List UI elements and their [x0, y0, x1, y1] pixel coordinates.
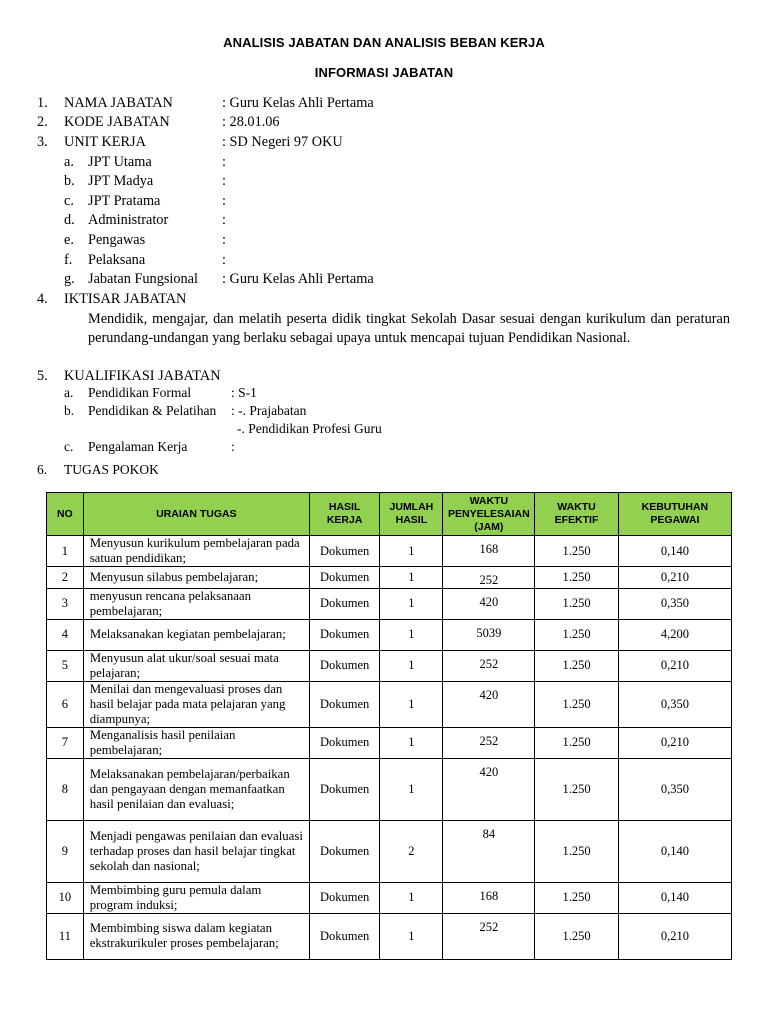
pendidikan-formal-value: : S-1: [231, 385, 257, 400]
pengawas-value: :: [222, 232, 226, 248]
hasil-kerja: Dokumen: [309, 882, 379, 913]
row-number: 9: [47, 820, 84, 882]
tugas-pokok-label: TUGAS POKOK: [64, 462, 159, 477]
hasil-kerja: Dokumen: [309, 727, 379, 758]
waktu-penyelesaian: 420: [443, 588, 535, 619]
header-kebutuhan-pegawai: KEBUTUHAN PEGAWAI: [618, 493, 731, 536]
jpt-utama-value: :: [222, 154, 226, 170]
pendidikan-pelatihan-label: Pendidikan & Pelatihan: [88, 403, 217, 418]
waktu-efektif: 1.250: [535, 588, 619, 619]
task-description: Melaksanakan pembelajaran/perbaikan dan pengayaan dengan memanfaatkan hasil penilaian dan evaluasi;: [83, 758, 309, 820]
task-description: Menyusun alat ukur/soal sesuai mata pelajaran;: [83, 650, 309, 681]
hasil-kerja: Dokumen: [309, 567, 379, 589]
header-uraian-tugas: URAIAN TUGAS: [83, 493, 309, 536]
kebutuhan-pegawai: 0,210: [618, 727, 731, 758]
waktu-penyelesaian: 420: [443, 681, 535, 727]
jpt-madya-value: :: [222, 173, 226, 189]
header-waktu-penyelesaian: WAKTU PENYELESAIAN (JAM): [443, 493, 535, 536]
kode-jabatan-value: : 28.01.06: [222, 114, 280, 130]
waktu-efektif: 1.250: [535, 650, 619, 681]
nama-jabatan-label: NAMA JABATAN: [64, 95, 173, 111]
document-title: ANALISIS JABATAN DAN ANALISIS BEBAN KERJA: [223, 35, 545, 50]
unit-kerja-label: UNIT KERJA: [64, 134, 146, 150]
table-row: [47, 588, 732, 619]
kebutuhan-pegawai: 0,210: [618, 567, 731, 589]
table-row: [47, 619, 732, 650]
tugas-pokok-table: [46, 492, 732, 960]
kualifikasi-jabatan-label: KUALIFIKASI JABATAN: [64, 368, 221, 384]
table-row: [47, 681, 732, 727]
table-row: [47, 650, 732, 681]
jumlah-hasil: 1: [380, 536, 443, 567]
waktu-penyelesaian: 252: [443, 567, 535, 589]
prajabatan-value: : -. Prajabatan: [231, 403, 307, 418]
pengalaman-kerja-label: Pengalaman Kerja: [88, 439, 188, 454]
task-description: Menganalisis hasil penilaian pembelajaran;: [83, 727, 309, 758]
waktu-efektif: 1.250: [535, 619, 619, 650]
jumlah-hasil: 1: [380, 567, 443, 589]
waktu-penyelesaian: 168: [443, 882, 535, 913]
sub-letter: a.: [64, 385, 74, 400]
administrator-label: Administrator: [88, 212, 169, 228]
jumlah-hasil: 2: [380, 820, 443, 882]
jabatan-fungsional-value: : Guru Kelas Ahli Pertama: [222, 271, 374, 287]
kebutuhan-pegawai: 0,350: [618, 758, 731, 820]
table-row: [47, 727, 732, 758]
sub-letter: b.: [64, 403, 75, 418]
task-description: Menilai dan mengevaluasi proses dan hasil belajar pada mata pelajaran yang diampunya;: [83, 681, 309, 727]
nama-jabatan-value: : Guru Kelas Ahli Pertama: [222, 95, 374, 111]
kebutuhan-pegawai: 4,200: [618, 619, 731, 650]
header-waktu-efektif: WAKTU EFEKTIF: [535, 493, 619, 536]
waktu-efektif: 1.250: [535, 882, 619, 913]
item-number: 3.: [37, 134, 48, 150]
unit-kerja-value: : SD Negeri 97 OKU: [222, 134, 343, 150]
sub-letter: b.: [64, 173, 75, 189]
kebutuhan-pegawai: 0,140: [618, 882, 731, 913]
task-description: Membimbing siswa dalam kegiatan ekstrakurikuler proses pembelajaran;: [83, 913, 309, 959]
jumlah-hasil: 1: [380, 588, 443, 619]
row-number: 8: [47, 758, 84, 820]
header-hasil-kerja: HASIL KERJA: [309, 493, 379, 536]
hasil-kerja: Dokumen: [309, 650, 379, 681]
row-number: 6: [47, 681, 84, 727]
waktu-efektif: 1.250: [535, 681, 619, 727]
task-description: Menyusun kurikulum pembelajaran pada satuan pendidikan;: [83, 536, 309, 567]
row-number: 1: [47, 536, 84, 567]
waktu-efektif: 1.250: [535, 820, 619, 882]
jumlah-hasil: 1: [380, 619, 443, 650]
hasil-kerja: Dokumen: [309, 820, 379, 882]
hasil-kerja: Dokumen: [309, 913, 379, 959]
row-number: 11: [47, 913, 84, 959]
kebutuhan-pegawai: 0,350: [618, 588, 731, 619]
jumlah-hasil: 1: [380, 727, 443, 758]
sub-letter: c.: [64, 439, 74, 454]
item-number: 5.: [37, 368, 48, 384]
table-header-row: [47, 493, 732, 536]
hasil-kerja: Dokumen: [309, 536, 379, 567]
task-description: menyusun rencana pelaksanaan pembelajaran;: [83, 588, 309, 619]
table-row: [47, 567, 732, 589]
waktu-penyelesaian: 420: [443, 758, 535, 820]
table-row: [47, 536, 732, 567]
sub-letter: g.: [64, 271, 75, 287]
task-description: Menjadi pengawas penilaian dan evaluasi terhadap proses dan hasil belajar tingkat sekolah dan nasional;: [83, 820, 309, 882]
pengawas-label: Pengawas: [88, 232, 146, 248]
kebutuhan-pegawai: 0,210: [618, 650, 731, 681]
row-number: 5: [47, 650, 84, 681]
task-description: Menyusun silabus pembelajaran;: [83, 567, 309, 589]
sub-letter: e.: [64, 232, 74, 248]
header-no: NO: [47, 493, 84, 536]
hasil-kerja: Dokumen: [309, 588, 379, 619]
table-row: [47, 913, 732, 959]
sub-letter: f.: [64, 252, 73, 268]
waktu-efektif: 1.250: [535, 567, 619, 589]
table-row: [47, 758, 732, 820]
pelaksana-label: Pelaksana: [88, 252, 146, 268]
waktu-efektif: 1.250: [535, 536, 619, 567]
kebutuhan-pegawai: 0,140: [618, 536, 731, 567]
jumlah-hasil: 1: [380, 681, 443, 727]
jpt-utama-label: JPT Utama: [88, 154, 152, 170]
waktu-penyelesaian: 252: [443, 650, 535, 681]
waktu-penyelesaian: 5039: [443, 619, 535, 650]
task-description: Melaksanakan kegiatan pembelajaran;: [83, 619, 309, 650]
sub-letter: c.: [64, 193, 74, 209]
row-number: 10: [47, 882, 84, 913]
iktisar-jabatan-label: IKTISAR JABATAN: [64, 291, 187, 307]
hasil-kerja: Dokumen: [309, 619, 379, 650]
pendidikan-profesi-guru-value: -. Pendidikan Profesi Guru: [237, 421, 382, 436]
waktu-efektif: 1.250: [535, 913, 619, 959]
item-number: 1.: [37, 95, 48, 111]
item-number: 2.: [37, 114, 48, 130]
item-number: 4.: [37, 291, 48, 307]
pengalaman-kerja-value: :: [231, 439, 235, 454]
jpt-madya-label: JPT Madya: [88, 173, 154, 189]
section-title: INFORMASI JABATAN: [314, 65, 454, 80]
row-number: 4: [47, 619, 84, 650]
table-row: [47, 882, 732, 913]
waktu-penyelesaian: 252: [443, 913, 535, 959]
row-number: 3: [47, 588, 84, 619]
kode-jabatan-label: KODE JABATAN: [64, 114, 170, 130]
jpt-pratama-value: :: [222, 193, 226, 209]
pendidikan-formal-label: Pendidikan Formal: [88, 385, 192, 400]
jpt-pratama-label: JPT Pratama: [88, 193, 161, 209]
kebutuhan-pegawai: 0,350: [618, 681, 731, 727]
kebutuhan-pegawai: 0,140: [618, 820, 731, 882]
waktu-penyelesaian: 168: [443, 536, 535, 567]
sub-letter: d.: [64, 212, 75, 228]
jumlah-hasil: 1: [380, 882, 443, 913]
item-number: 6.: [37, 462, 48, 477]
iktisar-jabatan-text: Mendidik, mengajar, dan melatih peserta didik tingkat Sekolah Dasar sesuai dengan kurikulum dan peraturan perundang-undangan yang berlaku sebagai upaya untuk mencapai tujuan Pendidikan Nasional.: [88, 311, 730, 346]
task-description: Membimbing guru pemula dalam program induksi;: [83, 882, 309, 913]
pelaksana-value: :: [222, 252, 226, 268]
administrator-value: :: [222, 212, 226, 228]
jumlah-hasil: 1: [380, 650, 443, 681]
jumlah-hasil: 1: [380, 913, 443, 959]
waktu-efektif: 1.250: [535, 758, 619, 820]
row-number: 2: [47, 567, 84, 589]
jumlah-hasil: 1: [380, 758, 443, 820]
jabatan-fungsional-label: Jabatan Fungsional: [88, 271, 198, 287]
kebutuhan-pegawai: 0,210: [618, 913, 731, 959]
hasil-kerja: Dokumen: [309, 758, 379, 820]
waktu-penyelesaian: 252: [443, 727, 535, 758]
hasil-kerja: Dokumen: [309, 681, 379, 727]
waktu-efektif: 1.250: [535, 727, 619, 758]
waktu-penyelesaian: 84: [443, 820, 535, 882]
header-jumlah-hasil: JUMLAH HASIL: [380, 493, 443, 536]
table-row: [47, 820, 732, 882]
sub-letter: a.: [64, 154, 74, 170]
row-number: 7: [47, 727, 84, 758]
